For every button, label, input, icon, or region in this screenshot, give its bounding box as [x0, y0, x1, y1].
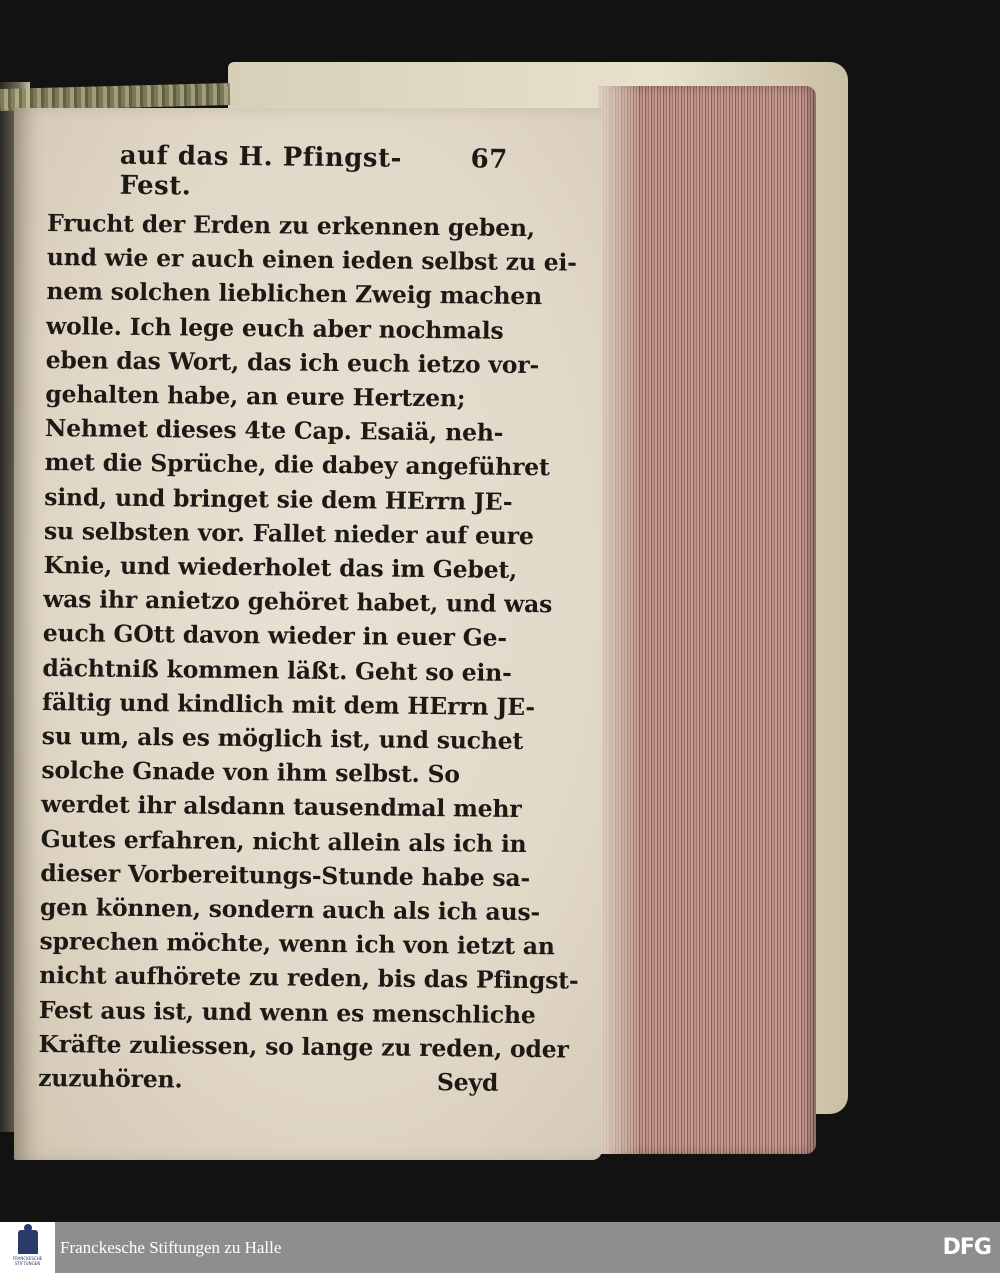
text-line: was ihr anietzo gehöret habet, und was: [43, 585, 553, 619]
text-line: euch GOtt davon wieder in euer Ge-: [42, 619, 508, 653]
text-line: fältig und kindlich mit dem HErrn JE-: [41, 687, 536, 721]
final-line: [38, 1061, 498, 1100]
text-line: sind, und bringet sie dem HErrn JE-: [44, 482, 513, 516]
text-line: dächtniß kommen läßt. Geht so ein-: [42, 653, 512, 687]
text-line: werdet ihr alsdann tausendmal mehr: [40, 790, 522, 824]
text-line: Kräfte zuliessen, so lange zu reden, oder: [38, 1029, 569, 1064]
page-number: 67: [470, 144, 508, 175]
running-head-title: auf das H. Pfingst-Fest.: [119, 140, 402, 202]
text-line: gehalten habe, an eure Hertzen;: [45, 380, 466, 413]
text-line: und wie er auch einen ieden selbst zu ei-: [46, 243, 577, 277]
text-line: gen können, sondern auch als ich aus-: [39, 893, 541, 927]
text-line: wolle. Ich lege euch aber nochmals: [45, 311, 504, 345]
last-line-text: zuzuhören.: [38, 1064, 183, 1094]
text-line: su um, als es möglich ist, und suchet: [41, 722, 524, 756]
book-headband: [0, 83, 230, 111]
text-line: dieser Vorbereitungs-Stunde habe sa-: [40, 858, 531, 892]
text-line: nem solchen lieblichen Zweig machen: [46, 277, 543, 311]
franckesche-logo[interactable]: [0, 1222, 55, 1273]
text-line: met die Sprüche, die dabey angeführet: [44, 448, 550, 482]
logo-text: FRANCKESCHE STIFTUNGEN: [12, 1255, 43, 1266]
building-icon: [18, 1230, 38, 1254]
text-line: Knie, und wiederholet das im Gebet,: [43, 551, 518, 584]
catchword: Seyd: [436, 1068, 499, 1097]
text-line: Fest aus ist, und wenn es menschliche: [38, 995, 536, 1029]
text-line: sprechen möchte, wenn ich von ietzt an: [39, 927, 555, 961]
institution-name: Franckesche Stiftungen zu Halle: [60, 1237, 282, 1257]
dfg-logo[interactable]: DFG: [942, 1235, 991, 1260]
text-line: eben das Wort, das ich euch ietzo vor-: [45, 345, 540, 379]
text-line: Frucht der Erden zu erkennen geben,: [46, 208, 535, 243]
text-line: Gutes erfahren, nicht allein als ich in: [40, 824, 527, 858]
text-line: Nehmet dieses 4te Cap. Esaiä, neh-: [44, 414, 504, 448]
text-line: su selbsten vor. Fallet nieder auf eure: [43, 516, 534, 550]
page-text-block: [38, 140, 579, 1100]
text-line: nicht aufhörete zu reden, bis das Pfingst-: [39, 961, 579, 996]
viewer-footer: [0, 1222, 1000, 1273]
running-head: [47, 140, 508, 205]
body-text: [38, 206, 579, 1066]
red-page-edges: [598, 86, 816, 1154]
text-line: solche Gnade von ihm selbst. So: [41, 756, 460, 789]
